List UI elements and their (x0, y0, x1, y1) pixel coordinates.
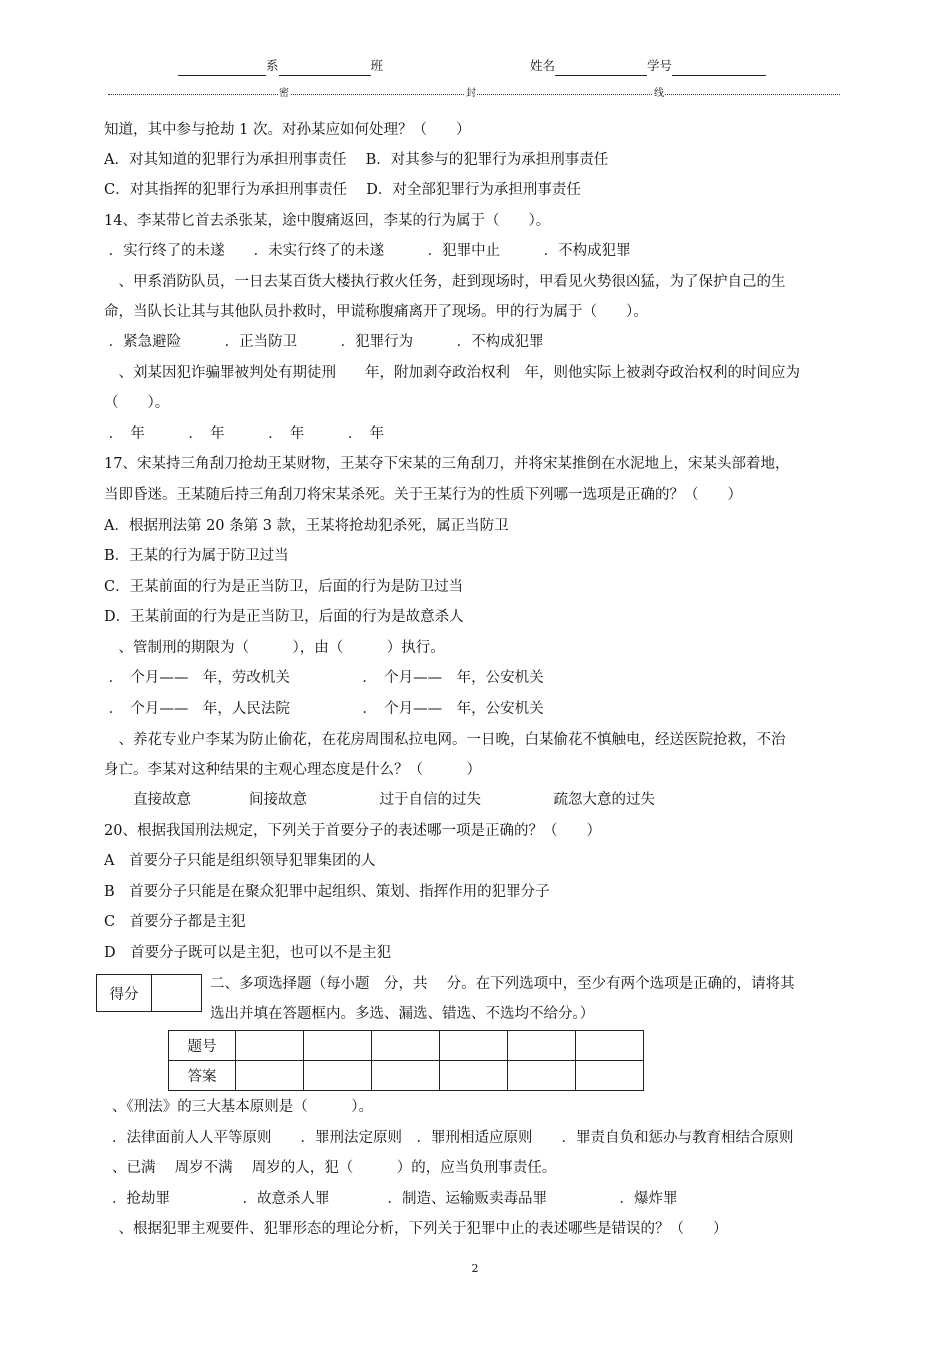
answer-cell[interactable] (508, 1061, 576, 1091)
option-line: A．对其知道的犯罪行为承担刑事责任 B．对其参与的犯罪行为承担刑事责任 (104, 152, 609, 168)
option-line: ．紧急避险 ．正当防卫 ．犯罪行为 ．不构成犯罪 (104, 334, 544, 350)
question-number-cell (576, 1031, 644, 1061)
answer-table (168, 1030, 644, 1091)
option-line: ． 年 ． 年 ． 年 ． 年 (104, 426, 385, 442)
answer-cell[interactable] (236, 1061, 304, 1091)
question-line: 、管制刑的期限为（ ），由（ ）执行。 (104, 640, 445, 656)
dept-label: 系 (266, 58, 279, 73)
header-dept-field (178, 56, 383, 76)
page-number: 2 (471, 1262, 479, 1275)
question-line: 、《刑法》的三大基本原则是（ ）。 (112, 1099, 373, 1115)
class-label: 班 (370, 58, 384, 73)
seal-char-feng: 封 (465, 86, 477, 102)
option-line: B 首要分子只能是在聚众犯罪中起组织、策划、指挥作用的犯罪分子 (104, 884, 550, 900)
class-blank[interactable] (279, 61, 371, 76)
question-number-cell (372, 1031, 440, 1061)
option-line: C．王某前面的行为是正当防卫，后面的行为是防卫过当 (104, 579, 464, 595)
option-line: ．法律面前人人平等原则 ．罪刑法定原则 ．罪刑相适应原则 ．罪责自负和惩办与教育相结合原则 (112, 1130, 794, 1146)
question-line: （ ）。 (104, 395, 170, 411)
option-line: B．王某的行为属于防卫过当 (104, 548, 289, 564)
question-line: 身亡。李某对这种结果的主观心理态度是什么？（ ） (104, 762, 481, 778)
question-number-cell (236, 1031, 304, 1061)
seal-line (108, 86, 840, 102)
question-line: 、刘某因犯诈骗罪被判处有期徒刑 年，附加剥夺政治权利 年，则他实际上被剥夺政治权利的时间应为 (104, 365, 800, 381)
question-line: 、根据犯罪主观要件、犯罪形态的理论分析，下列关于犯罪中止的表述哪些是错误的？（ ） (104, 1221, 728, 1237)
header-name-field (530, 56, 766, 76)
question-line: 20、根据我国刑法规定，下列关于首要分子的表述哪一项是正确的？（ ） (104, 823, 601, 839)
name-label: 姓名 (530, 58, 556, 73)
answer-cell[interactable] (304, 1061, 372, 1091)
answer-cell[interactable] (440, 1061, 508, 1091)
table-header-cell: 题号 (169, 1031, 236, 1061)
option-line: D．王某前面的行为是正当防卫，后面的行为是故意杀人 (104, 609, 464, 625)
answer-cell[interactable] (576, 1061, 644, 1091)
table-header-cell: 答案 (169, 1061, 236, 1091)
question-line: 当即昏迷。王某随后持三角刮刀将宋某杀死。关于王某行为的性质下列哪一选项是正确的？（ ） (104, 487, 742, 503)
seal-char-mi: 密 (278, 86, 290, 102)
section2-heading-cont: 选出并填在答题框内。多选、漏选、错选、不选均不给分。） (210, 1006, 595, 1022)
score-cell[interactable] (152, 975, 201, 1011)
question-line: 17、宋某持三角刮刀抢劫王某财物，王某夺下宋某的三角刮刀，并将宋某推倒在水泥地上，宋某头部着地， (104, 456, 790, 472)
answer-cell[interactable] (372, 1061, 440, 1091)
question-line: 、养花专业户李某为防止偷花，在花房周围私拉电网。一日晚，白某偷花不慎触电，经送医院抢救，不治 (104, 732, 786, 748)
score-label: 得分 (97, 975, 152, 1011)
option-line: C 首要分子都是主犯 (104, 914, 246, 930)
seal-char-xian: 线 (653, 86, 665, 102)
option-line: ． 个月—— 年，劳改机关 ． 个月—— 年，公安机关 (104, 670, 544, 686)
dept-blank[interactable] (178, 61, 266, 76)
option-line: A 首要分子只能是组织领导犯罪集团的人 (104, 853, 376, 869)
section2-heading: 二、多项选择题（每小题 分，共 分。在下列选项中，至少有两个选项是正确的，请将其 (210, 976, 795, 992)
question-line: 、甲系消防队员，一日去某百货大楼执行救火任务，赶到现场时，甲看见火势很凶猛，为了保护自己的生 (104, 274, 786, 290)
option-line: D 首要分子既可以是主犯，也可以不是主犯 (104, 945, 392, 961)
option-line: 直接故意 间接故意 过于自信的过失 疏忽大意的过失 (104, 792, 655, 808)
question-line: 、已满 周岁不满 周岁的人，犯（ ）的，应当负刑事责任。 (112, 1160, 557, 1176)
option-line: ．抢劫罪 ．故意杀人罪 ．制造、运输贩卖毒品罪 ．爆炸罪 (112, 1191, 678, 1207)
question-number-cell (508, 1031, 576, 1061)
question-number-cell (440, 1031, 508, 1061)
option-line: ． 个月—— 年，人民法院 ． 个月—— 年，公安机关 (104, 701, 544, 717)
option-line: A．根据刑法第 20 条第 3 款，王某将抢劫犯杀死，属正当防卫 (104, 518, 509, 534)
student-id-blank[interactable] (672, 61, 766, 76)
question-line: 14、李某带匕首去杀张某，途中腹痛返回，李某的行为属于（ ）。 (104, 213, 551, 229)
score-box (96, 974, 202, 1012)
option-line: ．实行终了的未遂 ．未实行终了的未遂 ．犯罪中止 ．不构成犯罪 (104, 243, 631, 259)
name-blank[interactable] (555, 61, 647, 76)
question-line: 命，当队长让其与其他队员扑救时，甲谎称腹痛离开了现场。甲的行为属于（ ）。 (104, 304, 648, 320)
question-number-cell (304, 1031, 372, 1061)
student-id-label: 学号 (647, 58, 673, 73)
question-line: 知道，其中参与抢劫 1 次。对孙某应如何处理？（ ） (104, 122, 471, 138)
option-line: C．对其指挥的犯罪行为承担刑事责任 D．对全部犯罪行为承担刑事责任 (104, 182, 581, 198)
